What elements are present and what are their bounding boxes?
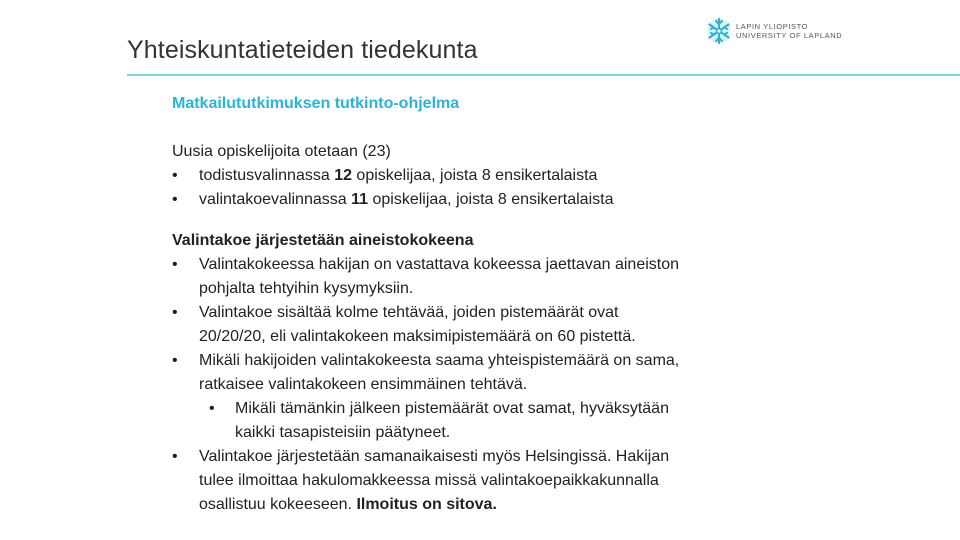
- list-item-continuation: 20/20/20, eli valintakokeen maksimipistemäärä on 60 pistettä.: [199, 328, 636, 345]
- list-item: • valintakoevalinnassa 11 opiskelijaa, joista 8 ensikertalaista: [172, 188, 832, 212]
- sub-list-item-continuation: kaikki tasapisteisiin päätyneet.: [235, 424, 451, 441]
- admissions-intro: Uusia opiskelijoita otetaan (23): [172, 143, 391, 160]
- bullet-icon: •: [209, 400, 215, 417]
- list-item-continuation: ratkaisee valintakokeen ensimmäinen tehtävä.: [199, 376, 528, 393]
- bullet-icon: •: [172, 304, 178, 321]
- count-value: 12: [334, 167, 352, 184]
- snowflake-logo-icon: [706, 16, 732, 46]
- list-item-continuation: pohjalta tehtyihin kysymyksiin.: [199, 280, 414, 297]
- list-item: • Mikäli hakijoiden valintakokeesta saama yhteispistemäärä on sama,: [172, 349, 832, 373]
- list-item: • Valintakokeessa hakijan on vastattava kokeessa jaettavan aineiston: [172, 253, 832, 277]
- sub-list-item: • Mikäli tämänkin jälkeen pistemäärät ovat samat, hyväksytään: [172, 397, 832, 421]
- exam-section: [172, 229, 832, 517]
- count-value: 11: [351, 191, 369, 208]
- bullet-icon: •: [172, 256, 178, 273]
- slide-content: [172, 92, 832, 517]
- binding-notice: Ilmoitus on sitova.: [356, 496, 497, 513]
- list-item-continuation: osallistuu kokeeseen. Ilmoitus on sitova.: [199, 496, 497, 513]
- bullet-icon: •: [172, 448, 178, 465]
- list-item: • Valintakoe sisältää kolme tehtävää, joiden pistemäärät ovat: [172, 301, 832, 325]
- logo-text-finnish: LAPIN YLIOPISTO: [736, 22, 809, 31]
- list-item: • Valintakoe järjestetään samanaikaisesti myös Helsingissä. Hakijan: [172, 445, 832, 469]
- header-divider: [127, 74, 960, 76]
- page-title: Yhteiskuntatieteiden tiedekunta: [127, 36, 478, 64]
- bullet-icon: •: [172, 191, 178, 208]
- list-item: • todistusvalinnassa 12 opiskelijaa, joista 8 ensikertalaista: [172, 164, 832, 188]
- logo-text-english: UNIVERSITY OF LAPLAND: [736, 31, 843, 40]
- bullet-icon: •: [172, 167, 178, 184]
- list-item-continuation: tulee ilmoittaa hakulomakkeessa missä valintakoepaikkakunnalla: [199, 472, 659, 489]
- bullet-icon: •: [172, 352, 178, 369]
- university-logo: [706, 16, 843, 50]
- program-title: Matkailututkimuksen tutkinto-ohjelma: [172, 95, 460, 112]
- admissions-section: [172, 140, 832, 212]
- exam-heading: Valintakoe järjestetään aineistokokeena: [172, 232, 474, 249]
